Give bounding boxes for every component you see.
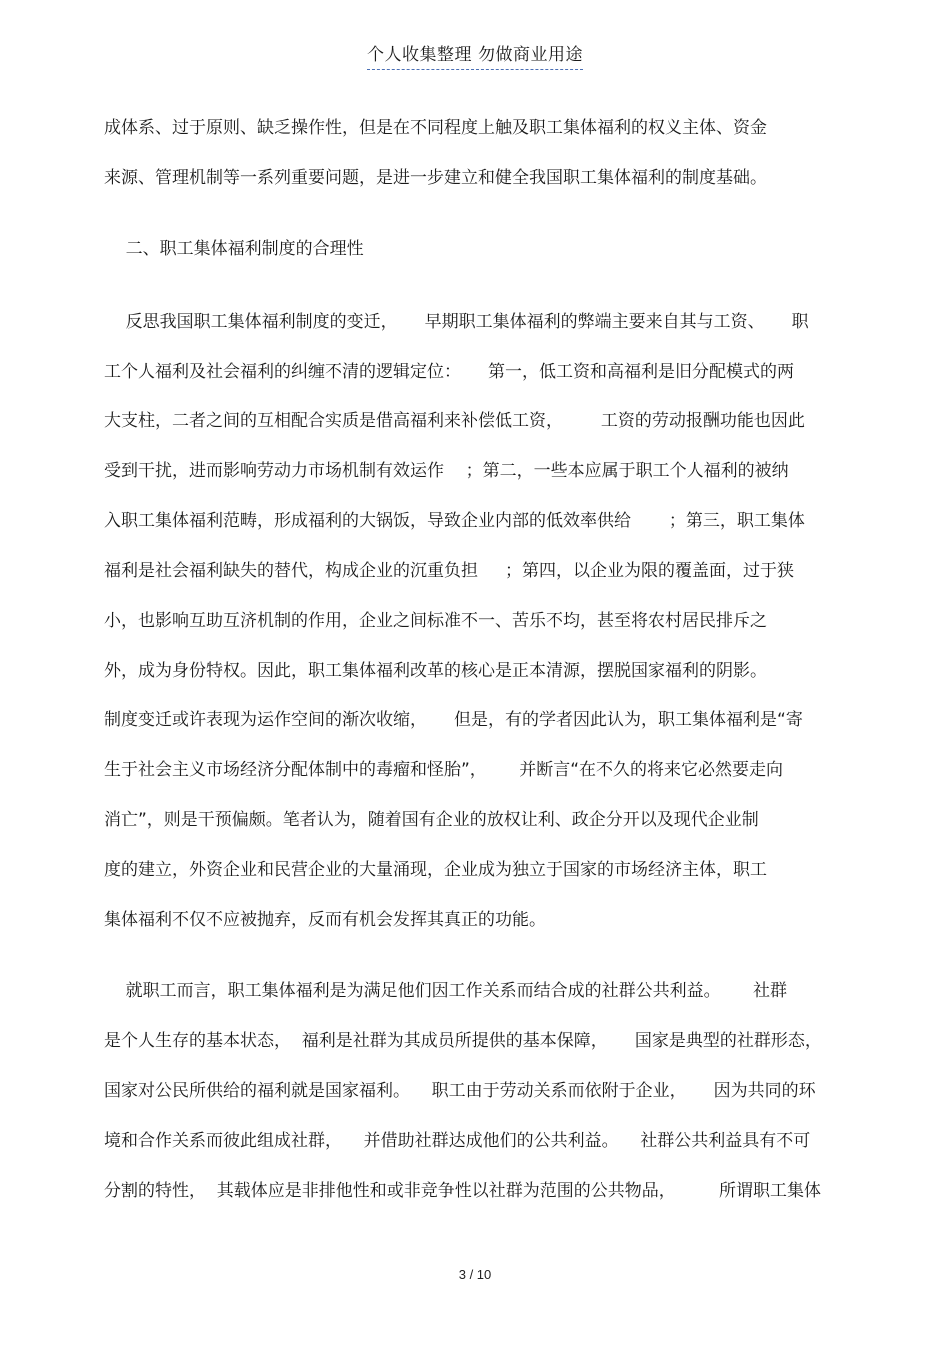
- text-line: 外，成为身份特权。因此，职工集体福利改革的核心是正本清源，摆脱国家福利的阴影。: [104, 661, 767, 681]
- text-line: 是个人生存的基本状态， 福利是社群为其成员所提供的基本保障， 国家是典型的社群形态，: [104, 1031, 822, 1051]
- text-line: 成体系、过于原则、缺乏操作性，但是在不同程度上触及职工集体福利的权义主体、资金: [104, 118, 767, 138]
- text-line: 反思我国职工集体福利制度的变迁， 早期职工集体福利的弊端主要来自其与工资、 职: [104, 312, 809, 332]
- text-line: 大支柱，二者之间的互相配合实质是借高福利来补偿低工资， 工资的劳动报酬功能也因此: [104, 411, 805, 431]
- text-line: 度的建立，外资企业和民营企业的大量涌现，企业成为独立于国家的市场经济主体，职工: [104, 860, 767, 880]
- text-line: 生于社会主义市场经济分配体制中的毒瘤和怪胎”， 并断言“在不久的将来它必然要走向: [104, 760, 784, 780]
- text-line: 国家对公民所供给的福利就是国家福利。 职工由于劳动关系而依附于企业， 因为共同的环: [104, 1081, 816, 1101]
- text-line: 小，也影响互助互济机制的作用，企业之间标准不一、苦乐不均，甚至将农村居民排斥之: [104, 611, 767, 631]
- text-line: 境和合作关系而彼此组成社群， 并借助社群达成他们的公共利益。 社群公共利益具有不可: [104, 1131, 811, 1151]
- text-line: 受到干扰，进而影响劳动力市场机制有效运作 ；第二，一些本应属于职工个人福利的被纳: [104, 461, 789, 481]
- text-line: 入职工集体福利范畴，形成福利的大锅饭，导致企业内部的低效率供给 ；第三，职工集体: [104, 511, 805, 531]
- text-line: 福利是社会福利缺失的替代，构成企业的沉重负担 ；第四，以企业为限的覆盖面，过于狭: [104, 561, 795, 581]
- text-line: 消亡”，则是干预偏颇。笔者认为，随着国有企业的放权让利、政企分开以及现代企业制: [104, 810, 759, 830]
- page-number: 3 / 10: [458, 1267, 492, 1282]
- text-line: 就职工而言，职工集体福利是为满足他们因工作关系而结合成的社群公共利益。 社群: [104, 981, 788, 1001]
- text-line: 分割的特性， 其载体应是非排他性和或非竞争性以社群为范围的公共物品， 所谓职工集体: [104, 1181, 822, 1201]
- text-line: 来源、管理机制等一系列重要问题，是进一步建立和健全我国职工集体福利的制度基础。: [104, 168, 767, 188]
- page-header: [0, 40, 950, 65]
- header-title: 个人收集整理 勿做商业用途: [367, 45, 583, 70]
- section-heading: 二、职工集体福利制度的合理性: [104, 239, 364, 259]
- text-line: 工个人福利及社会福利的纠缠不清的逻辑定位： 第一，低工资和高福利是旧分配模式的两: [104, 362, 795, 382]
- text-line: 制度变迁或许表现为运作空间的渐次收缩， 但是，有的学者因此认为，职工集体福利是“寄: [104, 710, 803, 730]
- text-line: 集体福利不仅不应被抛弃，反而有机会发挥其真正的功能。: [104, 910, 546, 930]
